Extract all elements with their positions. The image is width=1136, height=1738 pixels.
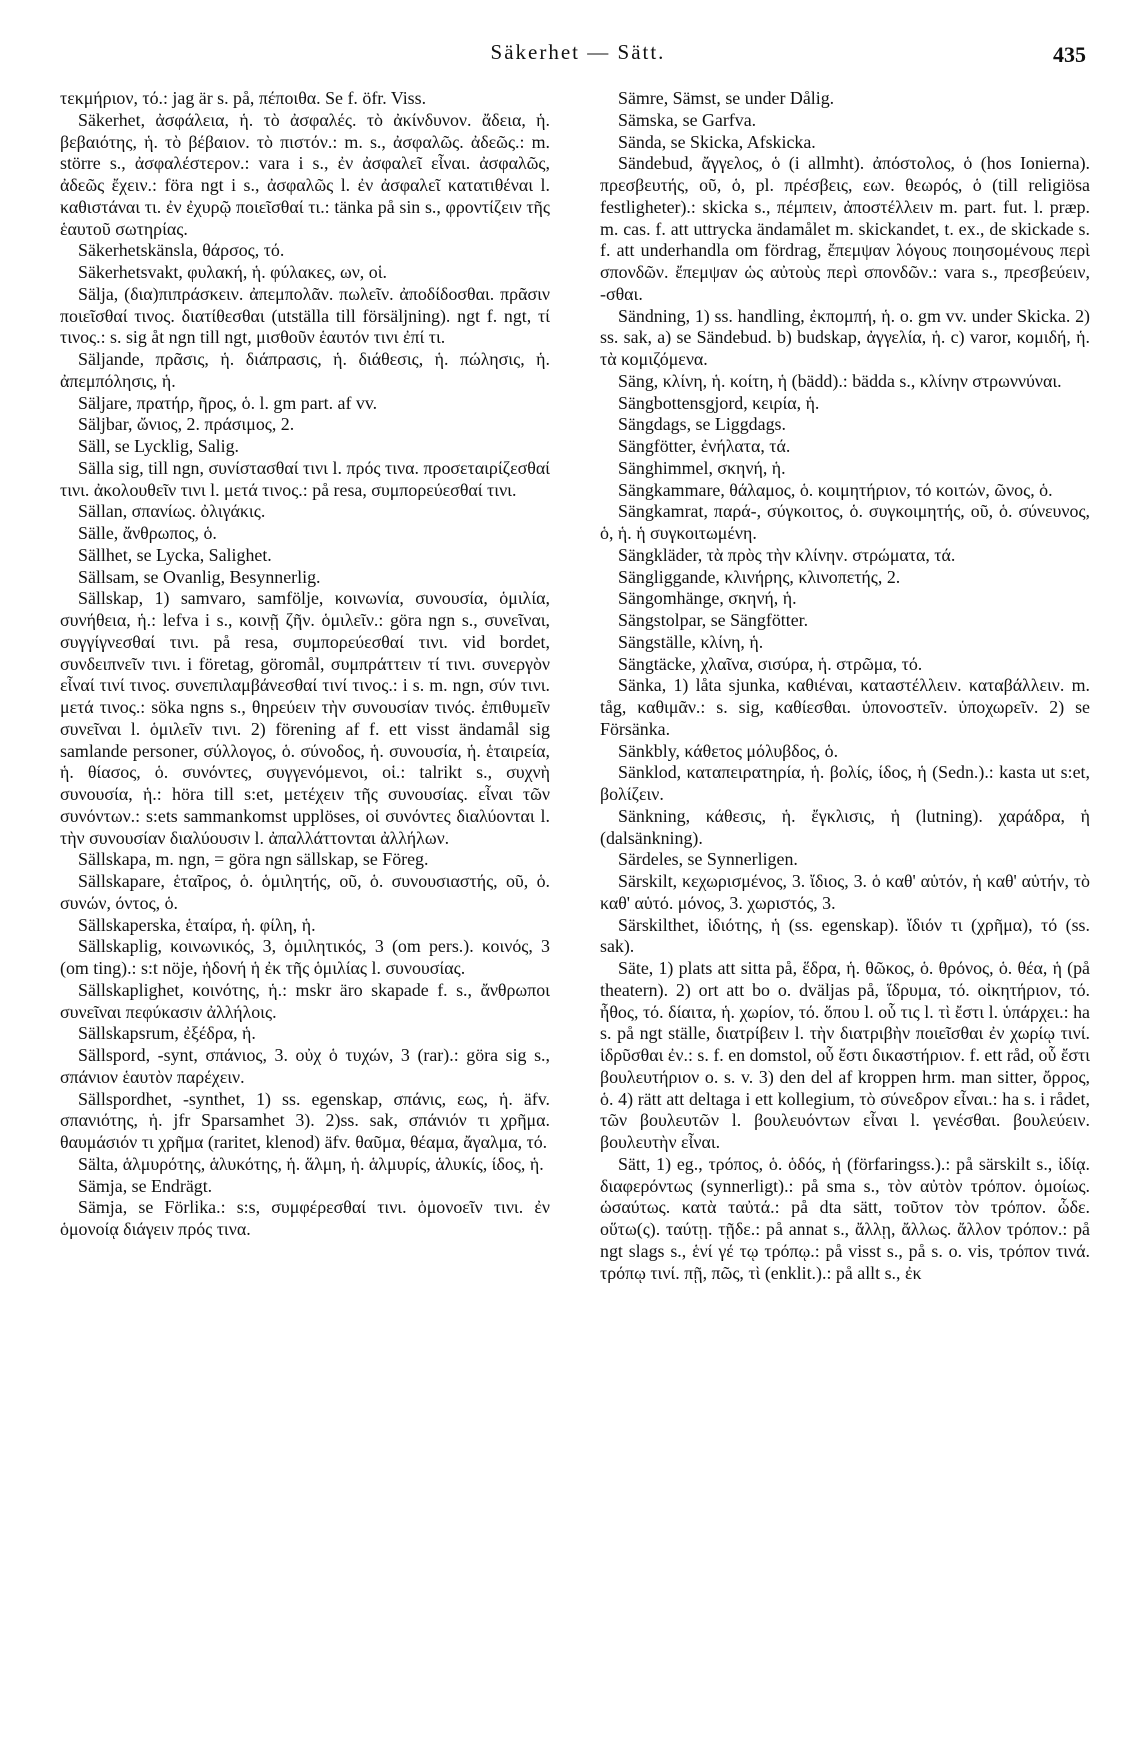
dictionary-entry: Sällspord, -synt, σπάνιος, 3. οὐχ ὁ τυχών, 3 (rar).: göra sig s., σπάνιον ἑαυτὸν παρέχειν. — [60, 1045, 550, 1087]
dictionary-entry: τεκμήριον, τό.: jag är s. på, πέποιθα. Se f. öfr. Viss. — [60, 88, 427, 108]
dictionary-entry: Sänklod, καταπειρατηρία, ἡ. βολίς, ίδος, ἡ (Sedn.).: kasta ut s:et, βολίζειν. — [600, 762, 1090, 804]
dictionary-entry: Sändning, 1) ss. handling, ἐκπομπή, ἡ. o. gm vv. under Skicka. 2) ss. sak, a) se Sändebud. b) budskap, ἀγγελία, ἡ. c) varor, κομιδή, ἡ. τὰ κομιζόμενα. — [600, 305, 1090, 369]
dictionary-entry: Sängkammare, θάλαμος, ὁ. κοιμητήριον, τό κοιτών, ῶνος, ὁ. — [618, 479, 1053, 500]
dictionary-entry: Sälta, ἁλμυρότης, ἁλυκότης, ἡ. ἅλμη, ἡ. ἁλμυρίς, ἁλυκίς, ίδος, ἡ. — [78, 1153, 544, 1174]
dictionary-entry: Sämja, se Förlika.: s:s, συμφέρεσθαί τινι. ὁμονοεῖν τινι. ἐν ὁμονοίᾳ διάγειν πρός τινα. — [60, 1197, 550, 1239]
dictionary-entry: Sänkbly, κάθετος μόλυβδος, ὁ. — [618, 740, 839, 761]
running-title: Säkerhet — Sätt. — [490, 40, 666, 64]
dictionary-entry: Säte, 1) plats att sitta på, ἕδρα, ἡ. θῶκος, ὁ. θρόνος, ὁ. θέα, ἡ (på theatern). 2) ort att bo o. dväljas på, ἵδρυμα, τό. οἰκητήριον, τό. ἦθος, τό. δίαιτα, ἡ. χωρίον, τό. ὅπου l. οὗ τις l. τὶ ἔστι l. ὑπάρχει.: ha s. på ngt ställe, διατρίβειν l. τὴν διατριβὴν ποιεῖσθαι ἐν χωρίῳ τινί. ἱδρῦσθαι ἐν.: s. f. en domstol, οὗ ἔστι δικαστήριον. f. ett råd, οὗ ἔστι βουλευτήριον o. s. v. 3) den del af kroppen hrm. man sitter, ὄρρος, ὁ. 4) rätt att deltaga i ett kollegium, τὸ σύνεδρον εἶναι.: ha s. i rådet, τῶν βουλευτῶν l. βουλευόντων εἶναι l. γενέσθαι. βουλεύειν. βουλευτὴν εἶναι. — [600, 958, 1090, 1152]
dictionary-entry: Sängtäcke, χλαῖνα, σισύρα, ἡ. στρῶμα, τό. — [618, 653, 923, 674]
dictionary-entry: Sänghimmel, σκηνή, ἡ. — [618, 457, 786, 478]
dictionary-entry: Säkerhetsvakt, φυλακή, ἡ. φύλακες, ων, οἱ. — [78, 262, 387, 282]
dictionary-entry: Sängkläder, τὰ πρὸς τὴν κλίνην. στρώματα, τά. — [618, 544, 956, 565]
dictionary-entry: Sällhet, se Lycka, Salighet. — [78, 544, 272, 565]
dictionary-entry: Särskilthet, ἰδιότης, ἡ (ss. egenskap). ἴδιόν τι (χρῆμα), τό (ss. sak). — [600, 914, 1090, 957]
dictionary-entry: Sängfötter, ἐνήλατα, τά. — [618, 436, 791, 456]
dictionary-entry: Sällsam, se Ovanlig, Besynnerlig. — [78, 566, 321, 587]
dictionary-entry: Sänka, 1) låta sjunka, καθιέναι, καταστέλλειν. καταβάλλειν. m. tåg, καθιμᾶν.: s. sig, καθίεσθαι. ὑπονοστεῖν. ὑποχωρεῖν. 2) se Försänka. — [600, 675, 1090, 739]
dictionary-entry: Sällan, σπανίως. ὀλιγάκις. — [78, 501, 266, 522]
dictionary-entry: Särdeles, se Synnerligen. — [618, 849, 798, 870]
dictionary-entry: Sängställe, κλίνη, ἡ. — [618, 631, 764, 652]
dictionary-entry: Säkerhetskänsla, θάρσος, τό. — [78, 240, 285, 261]
dictionary-entry: Sänkning, κάθεσις, ἡ. ἔγκλισις, ἡ (lutning). χαράδρα, ἡ (dalsänkning). — [600, 805, 1090, 848]
dictionary-entry: Sälja, (δια)πιπράσκειν. ἀπεμπολᾶν. πωλεῖν. ἀποδίδοσθαι. πρᾶσιν ποιεῖσθαί τινος. διατίθεσθαι (utställa till försäljning). ngt f. ngt, τί τινος.: s. sig åt ngn till ngt, μισθοῦν ἑαυτόν τινι ἐπί τι. — [60, 283, 550, 348]
dictionary-entry: Sällskaplighet, κοινότης, ἡ.: mskr äro skapade f. s., ἄνθρωποι συνεῖναι πεφύκασιν ἀλλήλοις. — [60, 979, 550, 1022]
dictionary-entry: Sällskapa, m. ngn, = göra ngn sällskap, se Föreg. — [78, 849, 429, 870]
dictionary-entry: Sängstolpar, se Sängfötter. — [618, 610, 809, 630]
dictionary-entry: Säng, κλίνη, ἡ. κοίτη, ἡ (bädd).: bädda s., κλίνην στρωννύναι. — [618, 370, 1062, 391]
dictionary-entry: Sämja, se Endrägt. — [78, 1175, 213, 1196]
dictionary-entry: Säljande, πρᾶσις, ἡ. διάπρασις, ἡ. διάθεσις, ἡ. πώλησις, ἡ. ἀπεμπόλησις, ἡ. — [60, 349, 550, 391]
dictionary-entry: Särskilt, κεχωρισμένος, 3. ἴδιος, 3. ὁ καθ' αὑτόν, ἡ καθ' αὑτήν, τὸ καθ' αὑτό. μόνος, 3. χωριστός, 3. — [600, 871, 1090, 913]
dictionary-entry: Sängdags, se Liggdags. — [618, 414, 786, 435]
page-number: 435 — [1053, 42, 1086, 67]
dictionary-entry: Sämska, se Garfva. — [618, 109, 757, 130]
dictionary-entry: Sängliggande, κλινήρης, κλινοπετής, 2. — [618, 566, 901, 587]
dictionary-entry: Sälla sig, till ngn, συνίστασθαί τινι l. πρός τινα. προσεταιρίζεσθαί τινι. ἀκολουθεῖν τινι l. μετά τινος.: på resa, συμπορεύεσθαί τινι. — [60, 457, 550, 500]
dictionary-entry: Sällskapare, ἑταῖρος, ὁ. ὁμιλητής, οῦ, ὁ. συνουσιαστής, οῦ, ὁ. συνών, όντος, ὁ. — [60, 871, 550, 913]
dictionary-entry: Säljbar, ὤνιος, 2. πράσιμος, 2. — [78, 414, 295, 435]
dictionary-entry: Sällskaperska, ἑταίρα, ἡ. φίλη, ἡ. — [78, 914, 316, 935]
dictionary-entry: Sällskaplig, κοινωνικός, 3, ὁμιλητικός, 3 (om pers.). κοινός, 3 (om ting).: s:t nöje, ἡδονή ἡ ἐκ τῆς ὁμιλίας l. συνουσίας. — [60, 936, 550, 978]
dictionary-entry: Sängomhänge, σκηνή, ἡ. — [618, 588, 797, 609]
dictionary-entry: Säkerhet, ἀσφάλεια, ἡ. τὸ ἀσφαλές. τὸ ἀκίνδυνον. ἄδεια, ἡ. βεβαιότης, ἡ. τὸ βέβαιον. τὸ πιστόν.: m. s., ἀσφαλῶς. ἀδεῶς.: m. större s., ἀσφαλέστερον.: vara i s., ἐν ἀσφαλεῖ εἶναι. ἀσφαλῶς, ἀδεῶς ἔχειν.: föra ngt i s., ἀσφαλῶς l. ἐν ἀσφαλεῖ κατατιθέναι l. καθιστάναι τι. ἐν ἐχυρῷ ποιεῖσθαί τι.: tänka på sin s., φροντίζειν τῆς ἑαυτοῦ σωτηρίας. — [60, 109, 550, 239]
right-column — [600, 88, 1090, 1284]
page-header — [60, 40, 1096, 80]
left-column — [60, 88, 550, 1241]
dictionary-entry: Sätt, 1) eg., τρόπος, ὁ. ὁδός, ἡ (förfaringss.).: på särskilt s., ἰδίᾳ. διαφερόντως (synnerligt).: på sma s., τὸν αὐτὸν τρόπον. ὁμοίως. ὡσαύτως. κατὰ ταὐτά.: på dta sätt, τοῦτον τὸν τρόπον. ὧδε. οὕτω(ς). ταύτῃ. τῇδε.: på annat s., ἄλλῃ, ἄλλως. ἄλλον τρόπον.: på ngt slags s., ἑνί γέ τῳ τρόπῳ.: på visst s., på s. o. vis, τρόπον τινά. τρόπῳ τινί. πῇ, πῶς, τὶ (enklit.).: på allt s., ἐκ — [600, 1153, 1090, 1283]
dictionary-entry: Sändebud, ἄγγελος, ὁ (i allmht). ἀπόστολος, ὁ (hos Ionierna). πρεσβευτής, οῦ, ὁ, pl. πρέσβεις, εων. θεωρός, ὁ (till religiösa festligheter).: skicka s., πέμπειν, ἀποστέλλειν m. part. fut. l. præp. m. cas. f. att uttrycka ändamålet m. skickandet, t. ex., de skickade s. f. att underhandla om fördrag, ἔπεμψαν λόγους ποιησομένους περὶ σπονδῶν. ἔπεμψαν ὡς αὐτοὺς περὶ σπονδῶν.: vara s., πρεσβεύειν, -σθαι. — [600, 153, 1090, 304]
dictionary-entry: Sämre, Sämst, se under Dålig. — [618, 88, 835, 108]
dictionary-entry: Sällskap, 1) samvaro, samfölje, κοινωνία, συνουσία, ὁμιλία, συνήθεια, ἡ.: lefva i s., κοινῇ ζῆν. ὁμιλεῖν.: göra ngn s., συνεῖναι, συγγίγνεσθαί τινι. på resa, συμπορεύεσθαί τινι. vid bordet, συνδειπνεῖν τινι. i företag, göromål, συμπράττειν τί τινι. συνεργὸν εἶναί τινί τινος. συνεπιλαμβάνεσθαί τινί τινος.: i s. m. ngn, σύν τινι. μετά τινος.: söka ngns s., θηρεύειν τὴν συνουσίαν τινός. ἐπιθυμεῖν συνεῖναι l. ὁμιλεῖν τινι. 2) förening af f. ett visst ändamål sig samlande personer, σύλλογος, ὁ. σύνοδος, ἡ. συνουσία, ἡ. ἑταιρεία, ἡ. θίασος, ὁ. συνόντες, συγγενόμενοι, οἱ.: talrikt s., συχνὴ συνουσία, ἡ.: höra till s:et, μετέχειν τῆς συνουσίας. εἶναι τῶν συνόντων.: s:ets sammankomst upplöses, οἱ συνόντες διαλύονται l. τὴν συνουσίαν διαλύουσιν l. ἀπαλλάττονται ἀλλήλων. — [60, 588, 550, 848]
dictionary-entry: Sängbottensgjord, κειρία, ἡ. — [618, 392, 820, 413]
dictionary-entry: Sällspordhet, -synthet, 1) ss. egenskap, σπάνις, εως, ἡ. äfv. σπανιότης, ἡ. jfr Sparsamhet 3). 2)ss. sak, σπάνιόν τι χρῆμα. θαυμάσιόν τι χρῆμα (raritet, klenod) äfv. θαῦμα, θέαμα, ἄγαλμα, τό. — [60, 1088, 550, 1152]
dictionary-entry: Sällskapsrum, ἐξέδρα, ἡ. — [78, 1023, 256, 1044]
dictionary-entry: Sälle, ἄνθρωπος, ὁ. — [78, 523, 217, 543]
dictionary-entry: Sängkamrat, παρά-, σύγκοιτος, ὁ. συγκοιμητής, οῦ, ὁ. σύνευνος, ὁ, ἡ. ἡ συγκοιτωμένη. — [600, 501, 1090, 543]
dictionary-entry: Säll, se Lycklig, Salig. — [78, 436, 240, 456]
dictionary-entry: Sända, se Skicka, Afskicka. — [618, 131, 816, 152]
dictionary-entry: Säljare, πρατήρ, ῆρος, ὁ. l. gm part. af vv. — [78, 392, 378, 413]
